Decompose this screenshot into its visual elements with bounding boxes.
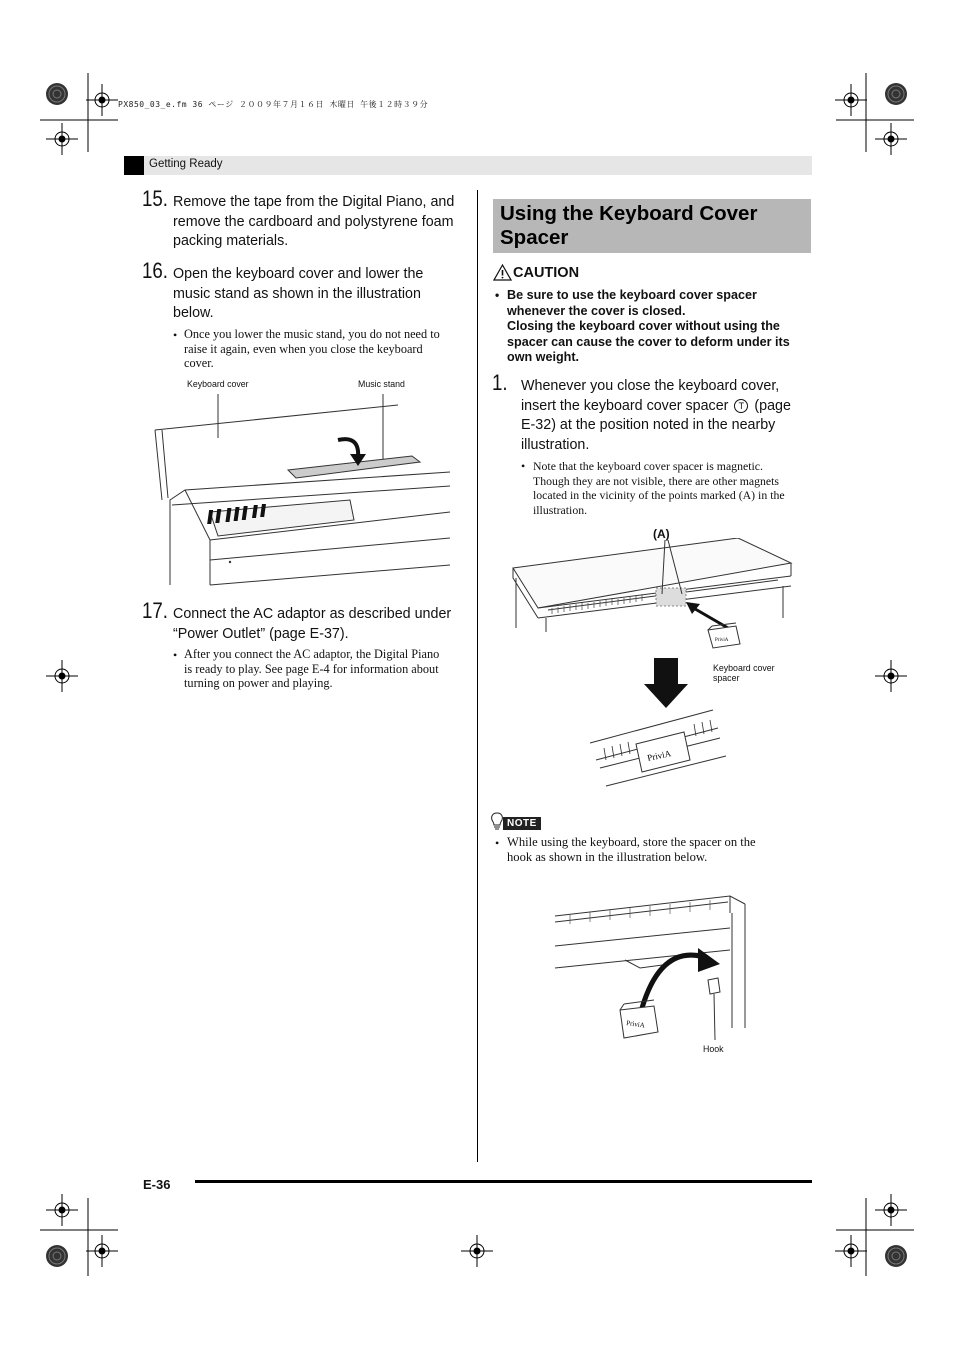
text-line: whenever the cover is closed. — [507, 303, 686, 318]
step-15-text — [173, 193, 473, 252]
label-hook: Hook — [703, 1044, 724, 1054]
text-line: Be sure to use the keyboard cover spacer — [507, 288, 757, 302]
text-line: Once you lower the music stand, you do not need to — [184, 327, 440, 341]
section-header-band — [124, 156, 812, 175]
text-line: E-32) at the position noted in the nearby — [521, 417, 776, 434]
caution-title: CAUTION — [513, 265, 580, 281]
lightbulb-icon — [490, 812, 504, 832]
step-1-note — [533, 459, 813, 517]
figure-spacer-insertion — [508, 538, 798, 798]
note-badge: NOTE — [503, 817, 541, 830]
text-line: turning on power and playing. — [184, 676, 333, 691]
text-line: After you connect the AC adaptor, the Digital Piano — [184, 647, 440, 661]
bullet: • — [495, 288, 500, 302]
title-line: Using the Keyboard Cover — [500, 202, 758, 225]
text-line: hook as shown in the illustration below. — [507, 850, 708, 864]
figure-piano-music-stand — [150, 390, 460, 590]
step-1-text — [521, 377, 811, 456]
step-16-note — [184, 327, 474, 371]
caution-text — [507, 288, 807, 366]
text-line: raise it again, even when you close the keyboard — [184, 341, 423, 356]
section-title — [500, 202, 800, 250]
section-header-text: Getting Ready — [149, 158, 223, 170]
label-line: spacer — [713, 673, 740, 683]
text-line: While using the keyboard, store the spacer on the — [507, 835, 756, 849]
text-line: illustration. — [521, 437, 590, 454]
step-17-text — [173, 605, 473, 644]
step-1-number: 1. — [492, 370, 508, 395]
text-line: below. — [173, 305, 214, 322]
bullet: • — [521, 459, 526, 473]
text-line: own weight. — [507, 350, 580, 364]
text-line: remove the cardboard and polystyrene foam — [173, 213, 454, 230]
text-line — [521, 397, 811, 417]
text-line: packing materials. — [173, 233, 289, 250]
step-16-text — [173, 265, 473, 324]
text-line: music stand as shown in the illustration — [173, 285, 421, 302]
label-keyboard-cover: Keyboard cover — [187, 379, 249, 389]
text-line: is ready to play. See page E-4 for information about — [184, 661, 439, 676]
step-17-number: 17. — [142, 598, 169, 623]
file-header: PX850_03_e.fm 36 ページ ２００９年７月１６日 木曜日 午後１２時３９分 — [118, 100, 429, 109]
section-header-marker — [124, 156, 144, 175]
text-line: cover. — [184, 356, 214, 371]
text-line: Though they are not visible, there are other magnets — [533, 473, 780, 488]
text-line: Connect the AC adaptor as described under — [173, 606, 452, 622]
text-line: “Power Outlet” (page E-37). — [173, 625, 349, 642]
step-16-number: 16. — [142, 258, 169, 283]
label-line: Keyboard cover — [713, 663, 775, 673]
bullet: • — [173, 328, 178, 342]
spacer-brand-closeup: PriviA — [646, 748, 672, 763]
text-line: Closing the keyboard cover without using the — [507, 319, 780, 333]
text-line: Note that the keyboard cover spacer is magnetic. — [533, 459, 763, 473]
label-a: (A) — [653, 527, 670, 541]
text-line: Whenever you close the keyboard cover, — [521, 378, 780, 394]
text-span: insert the keyboard cover spacer — [521, 397, 729, 414]
title-line: Spacer — [500, 226, 569, 249]
spacer-brand-hook: PriviA — [625, 1019, 646, 1030]
text-line: Open the keyboard cover and lower the — [173, 266, 424, 282]
warning-triangle-icon — [493, 264, 512, 281]
circled-letter-t: T — [734, 399, 748, 413]
figure-spacer-hook — [550, 878, 750, 1048]
label-music-stand: Music stand — [358, 379, 405, 389]
column-divider — [477, 190, 478, 1162]
text-line: spacer can cause the cover to deform under its — [507, 334, 790, 349]
page-number: E-36 — [143, 1177, 171, 1192]
text-line: located in the vicinity of the points marked (A) in the — [533, 488, 785, 502]
step-15-number: 15. — [142, 186, 169, 211]
step-17-note — [184, 647, 474, 691]
spacer-brand-mark: PriviA — [715, 638, 729, 643]
text-line: illustration. — [533, 502, 588, 517]
note-text — [507, 835, 807, 865]
text-line: Remove the tape from the Digital Piano, and — [173, 194, 455, 210]
bullet: • — [495, 836, 500, 850]
footer-rule — [195, 1180, 812, 1183]
text-span: (page — [754, 397, 791, 414]
bullet: • — [173, 648, 178, 662]
